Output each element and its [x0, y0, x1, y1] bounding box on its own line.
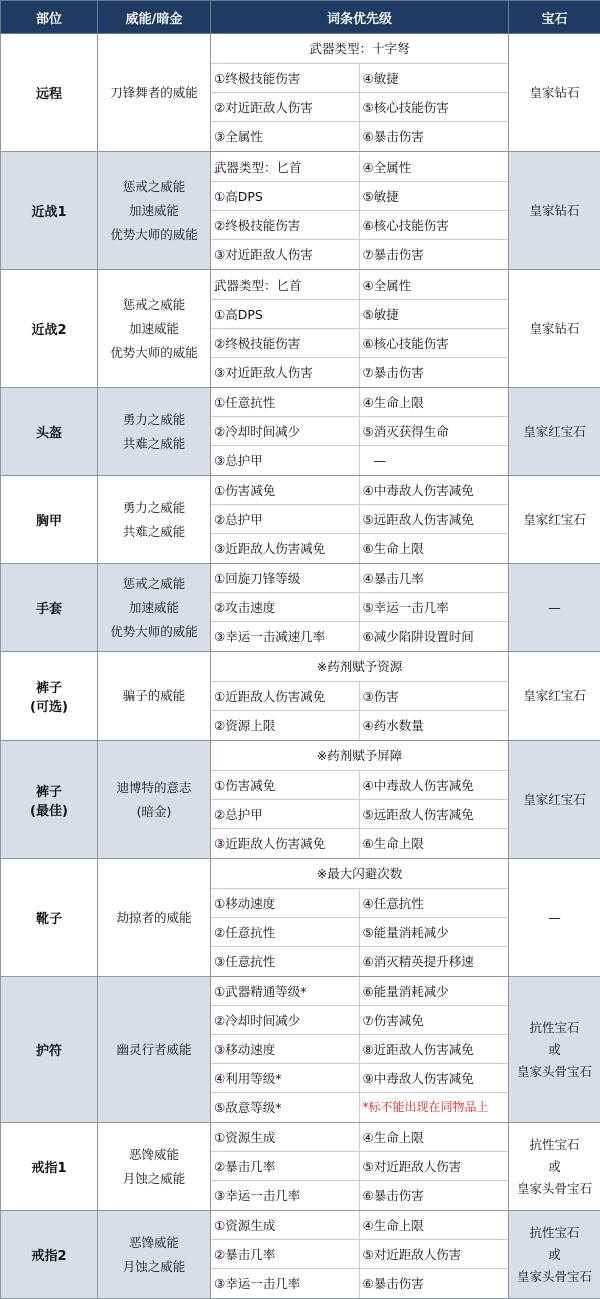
gem-label: —	[509, 597, 600, 619]
affix-item: ④利用等级*	[211, 1064, 360, 1093]
part-cell	[1, 564, 98, 652]
bonus-cell	[98, 34, 211, 152]
bonus-label: 幽灵行者威能	[98, 1038, 210, 1062]
affix-note: 武器类型：十字弩	[211, 34, 508, 64]
part-label: 近战2	[1, 319, 97, 338]
affix-item: ③幸运一击减速几率	[211, 622, 360, 651]
bonus-label: 刀锋舞者的威能	[98, 81, 210, 105]
header-affix: 词条优先级	[211, 1, 509, 34]
gem-label: 皇家钻石	[509, 82, 600, 104]
gem-cell	[509, 1211, 600, 1299]
part-cell	[1, 1123, 98, 1211]
gem-cell	[509, 270, 600, 388]
affix-item: ①伤害减免	[211, 771, 360, 800]
part-cell	[1, 152, 98, 270]
affix-item: ⑦伤害减免	[360, 1006, 509, 1035]
part-label: 胸甲	[1, 510, 97, 529]
gem-label: 或	[509, 1244, 600, 1266]
affix-item: ⑤能量消耗减少	[360, 918, 509, 947]
affix-item: ①近距敌人伤害减免	[211, 682, 360, 711]
affix-item: ⑧近距敌人伤害减免	[360, 1035, 509, 1064]
gem-label: 或	[509, 1156, 600, 1178]
affix-item: ②终极技能伤害	[211, 329, 360, 358]
affix-item: ⑤对近距敌人伤害	[360, 1240, 509, 1269]
bonus-label: 共难之威能	[98, 432, 210, 456]
header-bonus: 威能/暗金	[98, 1, 211, 34]
affix-cell	[211, 859, 509, 977]
bonus-cell	[98, 388, 211, 476]
affix-item: ④任意抗性	[360, 889, 509, 918]
affix-item: ①回旋刀锋等级	[211, 564, 360, 593]
affix-item: ①高DPS	[211, 300, 360, 329]
affix-item: ②攻击速度	[211, 593, 360, 622]
table-row	[1, 564, 600, 652]
bonus-label: 加速威能	[98, 317, 210, 341]
gem-label: 或	[509, 1039, 600, 1061]
part-label: 手套	[1, 598, 97, 617]
affix-item: ②任意抗性	[211, 918, 360, 947]
bonus-label: 共难之威能	[98, 520, 210, 544]
affix-item: ②暴击几率	[211, 1240, 360, 1269]
affix-item: ⑦暴击伤害	[360, 240, 509, 269]
gem-label: 抗性宝石	[509, 1134, 600, 1156]
affix-item: ⑥暴击伤害	[360, 1269, 509, 1298]
bonus-label: 惩戒之威能	[98, 572, 210, 596]
affix-item: *标不能出现在同物品上	[360, 1093, 509, 1122]
affix-item: ④中毒敌人伤害减免	[360, 476, 509, 505]
gem-label: 皇家头骨宝石	[509, 1061, 600, 1083]
table-row	[1, 1123, 600, 1211]
affix-note: ※最大闪避次数	[211, 859, 508, 889]
gem-label: 皇家红宝石	[509, 789, 600, 811]
affix-item: ①伤害减免	[211, 476, 360, 505]
affix-item: ⑤敌意等级*	[211, 1093, 360, 1122]
header-gem: 宝石	[509, 1, 600, 34]
affix-item: 武器类型：匕首	[211, 271, 360, 300]
affix-item: ④全属性	[360, 271, 509, 300]
affix-item: ⑤敏捷	[360, 182, 509, 211]
affix-item: ④生命上限	[360, 1211, 509, 1240]
affix-item: ⑥核心技能伤害	[360, 211, 509, 240]
gem-label: —	[509, 907, 600, 929]
part-label: 戒指1	[1, 1157, 97, 1176]
affix-item: ⑥减少陷阱设置时间	[360, 622, 509, 651]
gem-label: 抗性宝石	[509, 1222, 600, 1244]
gem-label: 皇家钻石	[509, 200, 600, 222]
part-cell	[1, 270, 98, 388]
part-label: (可选)	[1, 696, 97, 715]
bonus-label: 劫掠者的威能	[98, 906, 210, 930]
part-label: 护符	[1, 1040, 97, 1059]
part-label: 远程	[1, 83, 97, 102]
part-label: 靴子	[1, 908, 97, 927]
bonus-cell	[98, 859, 211, 977]
table-row	[1, 152, 600, 270]
bonus-label: 优势大师的威能	[98, 341, 210, 365]
affix-item: ③总护甲	[211, 446, 360, 475]
bonus-cell	[98, 564, 211, 652]
affix-item: ①资源生成	[211, 1123, 360, 1152]
affix-item: ②对近距敌人伤害	[211, 93, 360, 122]
affix-item: ①武器精通等级*	[211, 977, 360, 1006]
bonus-cell	[98, 652, 211, 741]
affix-item: ④敏捷	[360, 64, 509, 93]
part-cell	[1, 977, 98, 1123]
table-row	[1, 741, 600, 859]
bonus-label: 恶馋威能	[98, 1231, 210, 1255]
affix-note: ※药剂赋予资源	[211, 652, 508, 682]
gem-cell	[509, 859, 600, 977]
part-label: 头盔	[1, 422, 97, 441]
gem-label: 皇家红宝石	[509, 685, 600, 707]
bonus-label: 优势大师的威能	[98, 223, 210, 247]
affix-item: ⑥生命上限	[360, 534, 509, 563]
header-row	[1, 1, 600, 34]
gem-cell	[509, 564, 600, 652]
table-row	[1, 1211, 600, 1299]
bonus-label: 迪博特的意志	[98, 776, 210, 800]
affix-cell	[211, 741, 509, 859]
affix-item: 武器类型：匕首	[211, 153, 360, 182]
part-cell	[1, 476, 98, 564]
affix-item: ⑥暴击伤害	[360, 122, 509, 151]
affix-item: ⑤对近距敌人伤害	[360, 1152, 509, 1181]
part-label: 近战1	[1, 201, 97, 220]
affix-item: ②总护甲	[211, 800, 360, 829]
gem-label: 皇家头骨宝石	[509, 1266, 600, 1288]
affix-item: ③移动速度	[211, 1035, 360, 1064]
table-row	[1, 476, 600, 564]
bonus-label: 勇力之威能	[98, 408, 210, 432]
part-cell	[1, 1211, 98, 1299]
affix-item: ③近距敌人伤害减免	[211, 534, 360, 563]
part-label: 戒指2	[1, 1245, 97, 1264]
affix-item: ②终极技能伤害	[211, 211, 360, 240]
gem-label: 皇家头骨宝石	[509, 1178, 600, 1200]
affix-item: ①移动速度	[211, 889, 360, 918]
gem-cell	[509, 388, 600, 476]
affix-item: ⑥消灭精英提升移速	[360, 947, 509, 976]
bonus-cell	[98, 977, 211, 1123]
bonus-label: 恶馋威能	[98, 1143, 210, 1167]
affix-item: ④生命上限	[360, 1123, 509, 1152]
affix-cell	[211, 977, 509, 1123]
bonus-cell	[98, 1123, 211, 1211]
affix-item: ④生命上限	[360, 388, 509, 417]
bonus-cell	[98, 1211, 211, 1299]
affix-cell	[211, 270, 509, 388]
affix-item: ⑦暴击伤害	[360, 358, 509, 387]
bonus-label: 勇力之威能	[98, 496, 210, 520]
affix-item: ③对近距敌人伤害	[211, 358, 360, 387]
bonus-label: (暗金)	[98, 800, 210, 824]
affix-item: ③伤害	[360, 682, 509, 711]
affix-item: ③幸运一击几率	[211, 1181, 360, 1210]
bonus-label: 加速威能	[98, 596, 210, 620]
part-label: (最佳)	[1, 800, 97, 819]
affix-cell	[211, 564, 509, 652]
affix-item: —	[360, 446, 509, 475]
affix-cell	[211, 1211, 509, 1299]
affix-item: ①终极技能伤害	[211, 64, 360, 93]
bonus-label: 月蚀之威能	[98, 1167, 210, 1191]
bonus-label: 惩戒之威能	[98, 293, 210, 317]
affix-item: ①任意抗性	[211, 388, 360, 417]
affix-item: ⑤核心技能伤害	[360, 93, 509, 122]
affix-item: ④暴击几率	[360, 564, 509, 593]
gem-cell	[509, 741, 600, 859]
affix-item: ④中毒敌人伤害减免	[360, 771, 509, 800]
affix-cell	[211, 476, 509, 564]
gem-cell	[509, 977, 600, 1123]
gem-cell	[509, 152, 600, 270]
affix-item: ②总护甲	[211, 505, 360, 534]
affix-item: ⑨中毒敌人伤害减免	[360, 1064, 509, 1093]
affix-item: ③幸运一击几率	[211, 1269, 360, 1298]
part-label: 裤子	[1, 677, 97, 696]
affix-note: ※药剂赋予屏障	[211, 741, 508, 771]
affix-item: ⑤远距敌人伤害减免	[360, 505, 509, 534]
table-row	[1, 977, 600, 1123]
affix-item: ④药水数量	[360, 711, 509, 740]
affix-item: ⑤消灭获得生命	[360, 417, 509, 446]
header-part: 部位	[1, 1, 98, 34]
bonus-label: 月蚀之威能	[98, 1255, 210, 1279]
affix-item: ①资源生成	[211, 1211, 360, 1240]
affix-item: ②暴击几率	[211, 1152, 360, 1181]
gem-label: 皇家钻石	[509, 318, 600, 340]
bonus-label: 优势大师的威能	[98, 620, 210, 644]
affix-item: ③对近距敌人伤害	[211, 240, 360, 269]
part-cell	[1, 741, 98, 859]
gem-label: 皇家红宝石	[509, 509, 600, 531]
part-cell	[1, 652, 98, 741]
affix-item: ③全属性	[211, 122, 360, 151]
bonus-cell	[98, 270, 211, 388]
gem-cell	[509, 476, 600, 564]
bonus-label: 骗子的威能	[98, 684, 210, 708]
part-cell	[1, 859, 98, 977]
gem-cell	[509, 34, 600, 152]
table-row	[1, 270, 600, 388]
affix-item: ③任意抗性	[211, 947, 360, 976]
bonus-cell	[98, 152, 211, 270]
affix-item: ⑥核心技能伤害	[360, 329, 509, 358]
affix-item: ②冷却时间减少	[211, 417, 360, 446]
affix-cell	[211, 388, 509, 476]
gem-cell	[509, 652, 600, 741]
affix-item: ②资源上限	[211, 711, 360, 740]
affix-item: ①高DPS	[211, 182, 360, 211]
affix-item: ②冷却时间减少	[211, 1006, 360, 1035]
part-label: 裤子	[1, 781, 97, 800]
bonus-label: 惩戒之威能	[98, 175, 210, 199]
table-row	[1, 388, 600, 476]
affix-item: ⑤幸运一击几率	[360, 593, 509, 622]
gem-label: 抗性宝石	[509, 1017, 600, 1039]
bonus-label: 加速威能	[98, 199, 210, 223]
gem-label: 皇家红宝石	[509, 421, 600, 443]
table-row	[1, 652, 600, 741]
bonus-cell	[98, 741, 211, 859]
affix-cell	[211, 1123, 509, 1211]
affix-item: ⑥暴击伤害	[360, 1181, 509, 1210]
affix-cell	[211, 152, 509, 270]
table-row	[1, 34, 600, 152]
affix-item: ③近距敌人伤害减免	[211, 829, 360, 858]
affix-cell	[211, 652, 509, 741]
affix-cell	[211, 34, 509, 152]
table-row	[1, 859, 600, 977]
affix-item: ⑤敏捷	[360, 300, 509, 329]
affix-item: ⑥生命上限	[360, 829, 509, 858]
part-cell	[1, 34, 98, 152]
affix-item: ④全属性	[360, 153, 509, 182]
affix-item: ⑥能量消耗减少	[360, 977, 509, 1006]
affix-item: ⑤远距敌人伤害减免	[360, 800, 509, 829]
bonus-cell	[98, 476, 211, 564]
part-cell	[1, 388, 98, 476]
gem-cell	[509, 1123, 600, 1211]
